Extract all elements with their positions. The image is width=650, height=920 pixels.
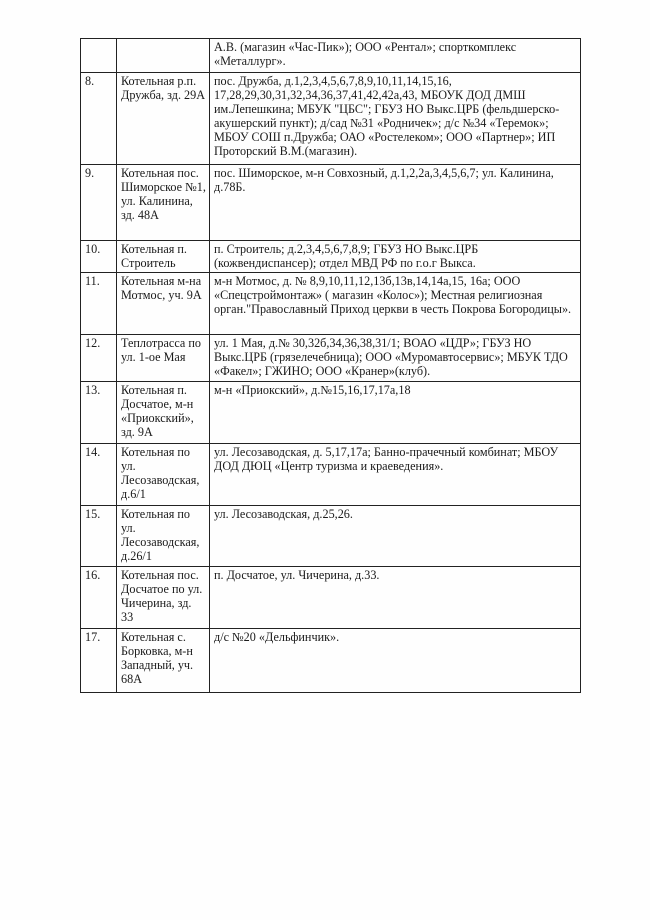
consumers: п. Досчатое, ул. Чичерина, д.33. <box>210 567 581 629</box>
heat-source: Котельная с. Борковка, м-н Западный, уч. 68А <box>117 629 210 693</box>
heat-source: Котельная п. Досчатое, м-н «Приокский», зд. 9А <box>117 382 210 444</box>
table-row <box>81 39 581 73</box>
heat-source: Котельная р.п. Дружба, зд. 29А <box>117 73 210 165</box>
heat-source: Теплотрасса по ул. 1-ое Мая <box>117 335 210 382</box>
table-row <box>81 629 581 693</box>
table-row <box>81 165 581 241</box>
table-row <box>81 73 581 165</box>
consumers: п. Строитель; д.2,3,4,5,6,7,8,9; ГБУЗ НО Выкс.ЦРБ (кожвендиспансер); отдел МВД РФ по г.о.г Выкса. <box>210 241 581 273</box>
heat-source: Котельная пос. Досчатое по ул. Чичерина, зд. 33 <box>117 567 210 629</box>
row-number: 11. <box>81 273 117 335</box>
table-row <box>81 382 581 444</box>
row-number: 10. <box>81 241 117 273</box>
row-number: 17. <box>81 629 117 693</box>
heat-source: Котельная м-на Мотмос, уч. 9А <box>117 273 210 335</box>
consumers: д/с №20 «Дельфинчик». <box>210 629 581 693</box>
heat-source: Котельная по ул. Лесозаводская, д.6/1 <box>117 444 210 506</box>
row-number: 8. <box>81 73 117 165</box>
heat-source <box>117 39 210 73</box>
table-row <box>81 335 581 382</box>
row-number: 14. <box>81 444 117 506</box>
row-number <box>81 39 117 73</box>
table-row <box>81 567 581 629</box>
consumers: ул. Лесозаводская, д. 5,17,17а; Банно-прачечный комбинат; МБОУ ДОД ДЮЦ «Центр туризма и краеведения». <box>210 444 581 506</box>
heat-source: Котельная пос. Шиморское №1, ул. Калинина, зд. 48А <box>117 165 210 241</box>
consumers: ул. 1 Мая, д.№ 30,32б,34,36,38,31/1; ВОАО «ЦДР»; ГБУЗ НО Выкс.ЦРБ (грязелечебница); ООО «Муромавтосервис»; МБУК ТДО «Факел»; ГЖИНО; ООО «Кранер»(клуб). <box>210 335 581 382</box>
consumers: пос. Дружба, д.1,2,3,4,5,6,7,8,9,10,11,14,15,16, 17,28,29,30,31,32,34,36,37,41,42,42а,43, МБОУК ДОД ДМШ им.Лепешкина; МБУК "ЦБС"; ГБУЗ НО Выкс.ЦРБ (фельдшерско-акушерский пункт); д/сад №31 «Родничек»; д/с №34 «Теремок»; МБОУ СОШ п.Дружба; ОАО «Ростелеком»; ООО «Партнер»; ИП Проторский В.М.(магазин). <box>210 73 581 165</box>
table-row <box>81 444 581 506</box>
consumers: пос. Шиморское, м-н Совхозный, д.1,2,2а,3,4,5,6,7; ул. Калинина, д.78Б. <box>210 165 581 241</box>
row-number: 16. <box>81 567 117 629</box>
consumers: м-н «Приокский», д.№15,16,17,17а,18 <box>210 382 581 444</box>
consumers: ул. Лесозаводская, д.25,26. <box>210 506 581 567</box>
table-row <box>81 506 581 567</box>
row-number: 9. <box>81 165 117 241</box>
row-number: 15. <box>81 506 117 567</box>
consumers: А.В. (магазин «Час-Пик»); ООО «Рентал»; спорткомплекс «Металлург». <box>210 39 581 73</box>
heat-source: Котельная по ул. Лесозаводская, д.26/1 <box>117 506 210 567</box>
row-number: 12. <box>81 335 117 382</box>
row-number: 13. <box>81 382 117 444</box>
heat-source: Котельная п. Строитель <box>117 241 210 273</box>
consumers: м-н Мотмос, д. № 8,9,10,11,12,13б,13в,14,14а,15, 16а; ООО «Спецстроймонтаж» ( магазин «Колос»); Местная религиозная орган."Православный Приход церкви в честь Покрова Богородицы». <box>210 273 581 335</box>
table-row <box>81 241 581 273</box>
table-row <box>81 273 581 335</box>
heat-supply-table <box>80 38 581 693</box>
